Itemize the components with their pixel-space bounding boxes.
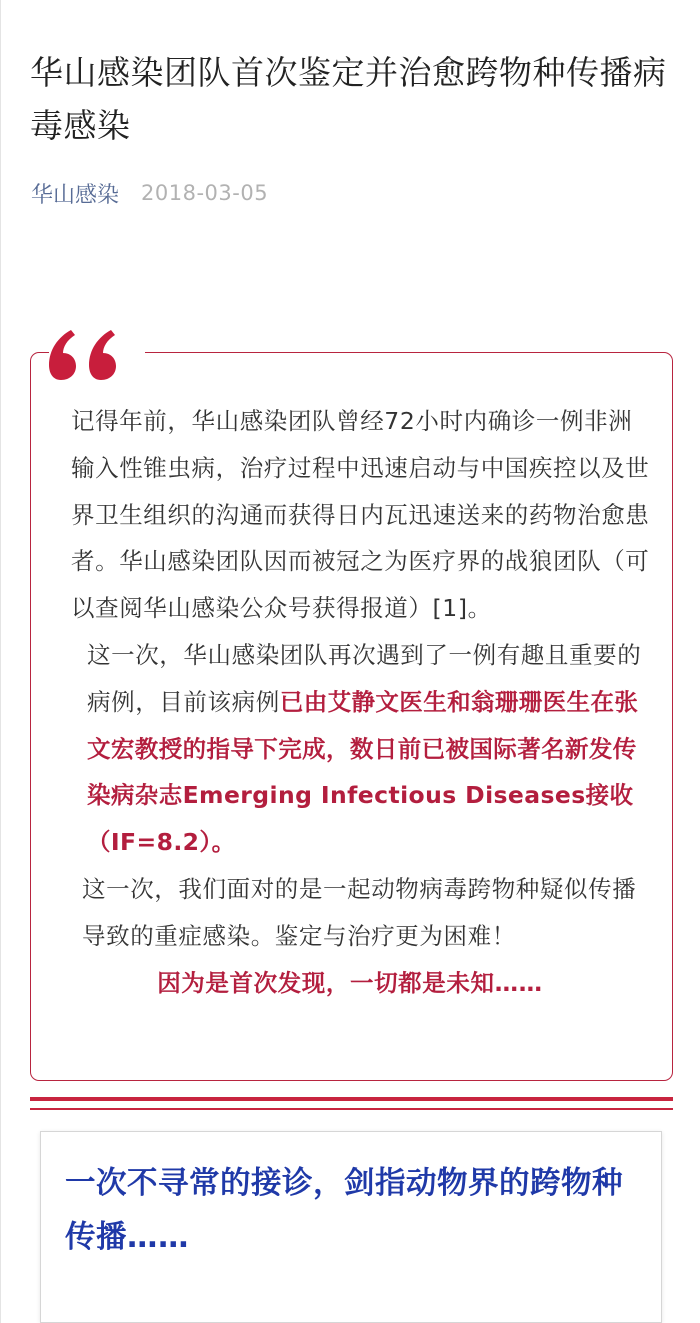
section-divider-thin (30, 1108, 673, 1110)
quote-paragraph-1: 记得年前，华山感染团队曾经72小时内确诊一例非洲输入性锥虫病，治疗过程中迅速启动与中国疾控以及世界卫生组织的沟通而获得日内瓦迅速送来的药物治愈患者。华山感染团队因而被冠之为医疗界的战狼团队（可以查阅华山感染公众号获得报道）[1]。 (71, 407, 650, 623)
publish-date: 2018-03-05 (141, 181, 269, 205)
article-meta (31, 176, 268, 210)
article-title: 华山感染团队首次鉴定并治愈跨物种传播病毒感染 (30, 53, 667, 145)
quote-paragraph-2 (54, 632, 654, 866)
quote-body (54, 398, 654, 1006)
quote-mark-icon (49, 322, 145, 384)
section-divider-thick (30, 1097, 673, 1101)
section-heading: 一次不寻常的接诊，剑指动物界的跨物种传播…… (65, 1166, 623, 1255)
quote-paragraph-3: 这一次，我们面对的是一起动物病毒跨物种疑似传播导致的重症感染。鉴定与治疗更为困难！ (82, 874, 637, 950)
quote-paragraph-2-highlight: 已由艾静文医生和翁珊珊医生在张文宏教授的指导下完成，数日前已被国际著名新发传染病杂志Emerging Infectious Diseases接收（IF=8.2）。 (87, 687, 639, 857)
quote-paragraph-2-text: 这一次，华山感染团队再次遇到了一例有趣且重要的病例，目前该病例 (87, 640, 642, 716)
quote-paragraph-4: 因为是首次发现，一切都是未知…… (157, 968, 543, 997)
author-link[interactable]: 华山感染 (31, 182, 120, 208)
